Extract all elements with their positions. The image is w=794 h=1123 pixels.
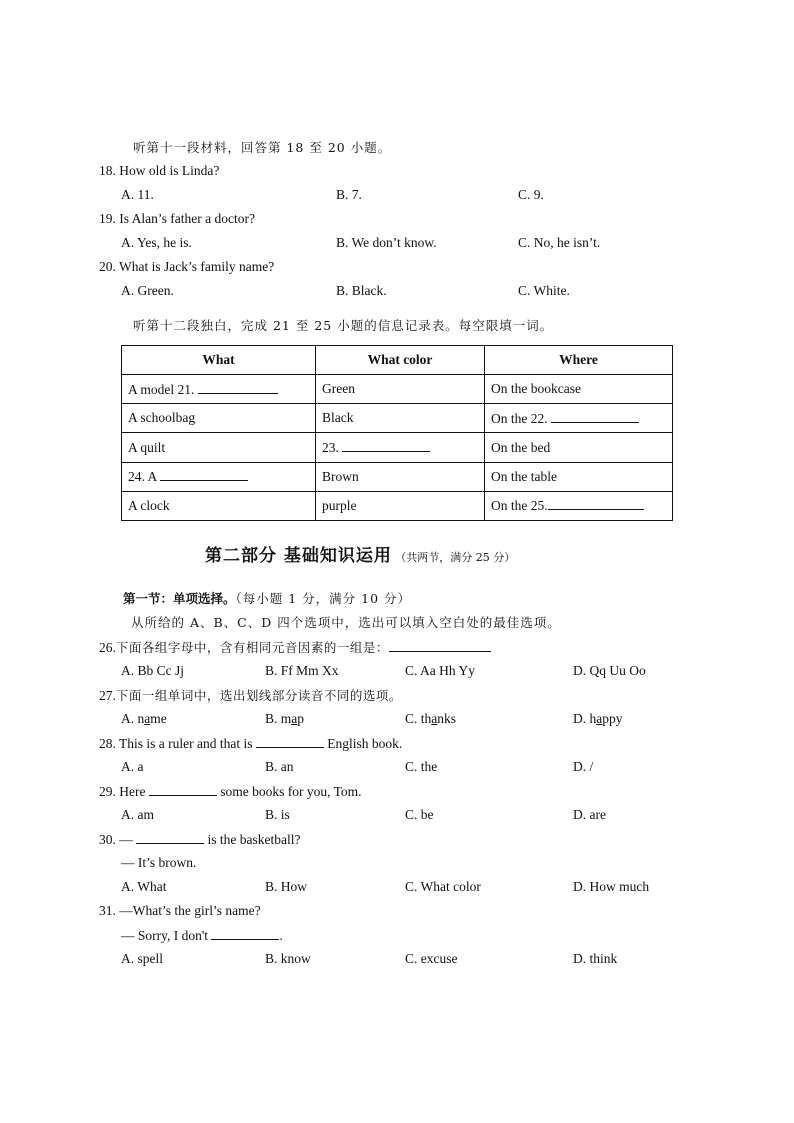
cell-text: On the 22. [491,410,548,426]
underlined-letter: a [596,711,603,726]
question-number: 26. [99,640,116,655]
option-29c: C. be [405,807,434,822]
part2-title: 第二部分 基础知识运用 [205,546,392,566]
answer-blank-28[interactable] [256,735,324,748]
option-20a: A. Green. [121,283,174,298]
answer-blank-25[interactable] [548,497,644,510]
option-19c: C. No, he isn’t. [518,235,601,250]
question-text: How old is Linda? [119,163,220,178]
cell-text: On the 25. [491,498,548,514]
section1-heading [123,589,411,607]
answer-blank-29[interactable] [149,783,217,796]
info-record-table [121,345,673,521]
question-text: — Sorry, I don't [121,928,209,943]
underlined-letter: a [144,711,151,726]
option-31a: A. spell [121,951,163,966]
option-30d: D. How much [573,879,650,894]
section1-note: （每小题 1 分，满分 10 分） [235,591,412,606]
instruction-section-12: 听第十二段独白，完成 21 至 25 小题的信息记录表。每空限填一词。 [133,318,554,333]
cell-where [485,404,673,433]
question-text: . [279,928,283,943]
option-27c [405,711,456,727]
question-text: This is a ruler and that is [119,736,253,751]
question-19 [99,211,255,227]
option-18b: B. 7. [336,187,362,202]
option-27b [265,711,304,727]
cell-where: On the table [485,462,673,491]
cell-color: Black [316,404,485,433]
answer-blank-24[interactable] [160,468,248,481]
question-text: some books for you, Tom. [220,784,362,799]
question-number: 18. [99,163,116,178]
question-text: English book. [327,736,403,751]
table-row [122,404,673,433]
question-text: Here [119,784,146,799]
option-26a: A. Bb Cc Jj [121,663,185,678]
question-number: 20. [99,259,116,274]
cell-color: Brown [316,462,485,491]
question-text: — [119,832,133,847]
cell-where: On the bed [485,433,673,462]
answer-blank-22[interactable] [551,410,639,423]
cell-what: A schoolbag [122,404,316,433]
cell-where: On the bookcase [485,375,673,404]
option-28d: D. / [573,759,594,774]
answer-blank-21[interactable] [198,381,278,394]
question-number: 29. [99,784,116,799]
part2-note: （共两节，满分 25 分） [395,551,516,564]
cell-color: purple [316,491,485,520]
cell-what: A clock [122,491,316,520]
cell-what [122,375,316,404]
option-text: ppy [602,711,623,726]
question-number: 27. [99,688,116,703]
question-20 [99,259,274,275]
option-20b: B. Black. [336,283,387,298]
section1-title: 第一节：单项选择。 [123,591,236,606]
option-26c: C. Aa Hh Yy [405,663,475,678]
option-29d: D. are [573,807,606,822]
table-row [122,462,673,491]
question-27 [99,686,402,704]
option-29b: B. is [265,807,290,822]
cell-what [122,462,316,491]
answer-blank-31[interactable] [211,927,279,940]
instruction-section-11: 听第十一段材料，回答第 18 至 20 小题。 [133,140,392,155]
option-text: B. m [265,711,292,726]
underlined-letter: a [291,711,298,726]
question-text: 下面各组字母中，含有相同元音因素的一组是： [115,640,389,655]
underlined-letter: a [431,711,438,726]
header-what-color: What color [316,346,485,375]
cell-where [485,491,673,520]
cell-text: A model 21. [128,381,195,397]
question-text: —What’s the girl’s name? [119,903,261,918]
dialogue-line [121,927,283,944]
option-28b: B. an [265,759,294,774]
option-26b: B. Ff Mm Xx [265,663,339,678]
question-number: 19. [99,211,116,226]
question-28 [99,735,402,752]
answer-blank-23[interactable] [342,439,430,452]
option-28a: A. a [121,759,144,774]
section1-instruction: 从所给的 A、B、C、D 四个选项中，选出可以填入空白处的最佳选项。 [131,615,561,630]
cell-text: 24. A [128,469,157,485]
answer-blank-30[interactable] [136,831,204,844]
question-number: 30. [99,832,116,847]
question-text: is the basketball? [207,832,301,847]
option-18c: C. 9. [518,187,544,202]
question-18 [99,163,219,179]
part2-heading [205,541,515,566]
option-31d: D. think [573,951,618,966]
option-31c: C. excuse [405,951,458,966]
table-row [122,375,673,404]
option-26d: D. Qq Uu Oo [573,663,646,678]
option-31b: B. know [265,951,311,966]
option-text: me [150,711,167,726]
option-27a [121,711,167,727]
question-number: 31. [99,903,116,918]
option-text: nks [437,711,457,726]
table-row [122,491,673,520]
dialogue-line: — It’s brown. [121,855,197,870]
option-30b: B. How [265,879,308,894]
cell-what: A quilt [122,433,316,462]
option-28c: C. the [405,759,438,774]
cell-text: 23. [322,440,339,456]
question-text: 下面一组单词中，选出划线部分读音不同的选项。 [115,688,402,703]
header-where: Where [485,346,673,375]
option-text: p [297,711,305,726]
option-30c: C. What color [405,879,481,894]
option-18a: A. 11. [121,187,154,202]
question-30 [99,831,300,848]
question-26 [99,638,491,656]
option-27d [573,711,623,727]
cell-color: Green [316,375,485,404]
cell-color [316,433,485,462]
table-row [122,433,673,462]
option-29a: A. am [121,807,154,822]
question-text: What is Jack’s family name? [119,259,275,274]
question-31 [99,903,261,919]
option-text: A. n [121,711,145,726]
table-header-row [122,346,673,375]
header-what: What [122,346,316,375]
question-text: Is Alan’s father a doctor? [119,211,255,226]
option-30a: A. What [121,879,167,894]
question-29 [99,783,362,800]
option-text: D. h [573,711,597,726]
option-text: C. th [405,711,432,726]
option-20c: C. White. [518,283,570,298]
question-number: 28. [99,736,116,751]
answer-blank-26[interactable] [389,639,491,652]
option-19b: B. We don’t know. [336,235,437,250]
option-19a: A. Yes, he is. [121,235,192,250]
